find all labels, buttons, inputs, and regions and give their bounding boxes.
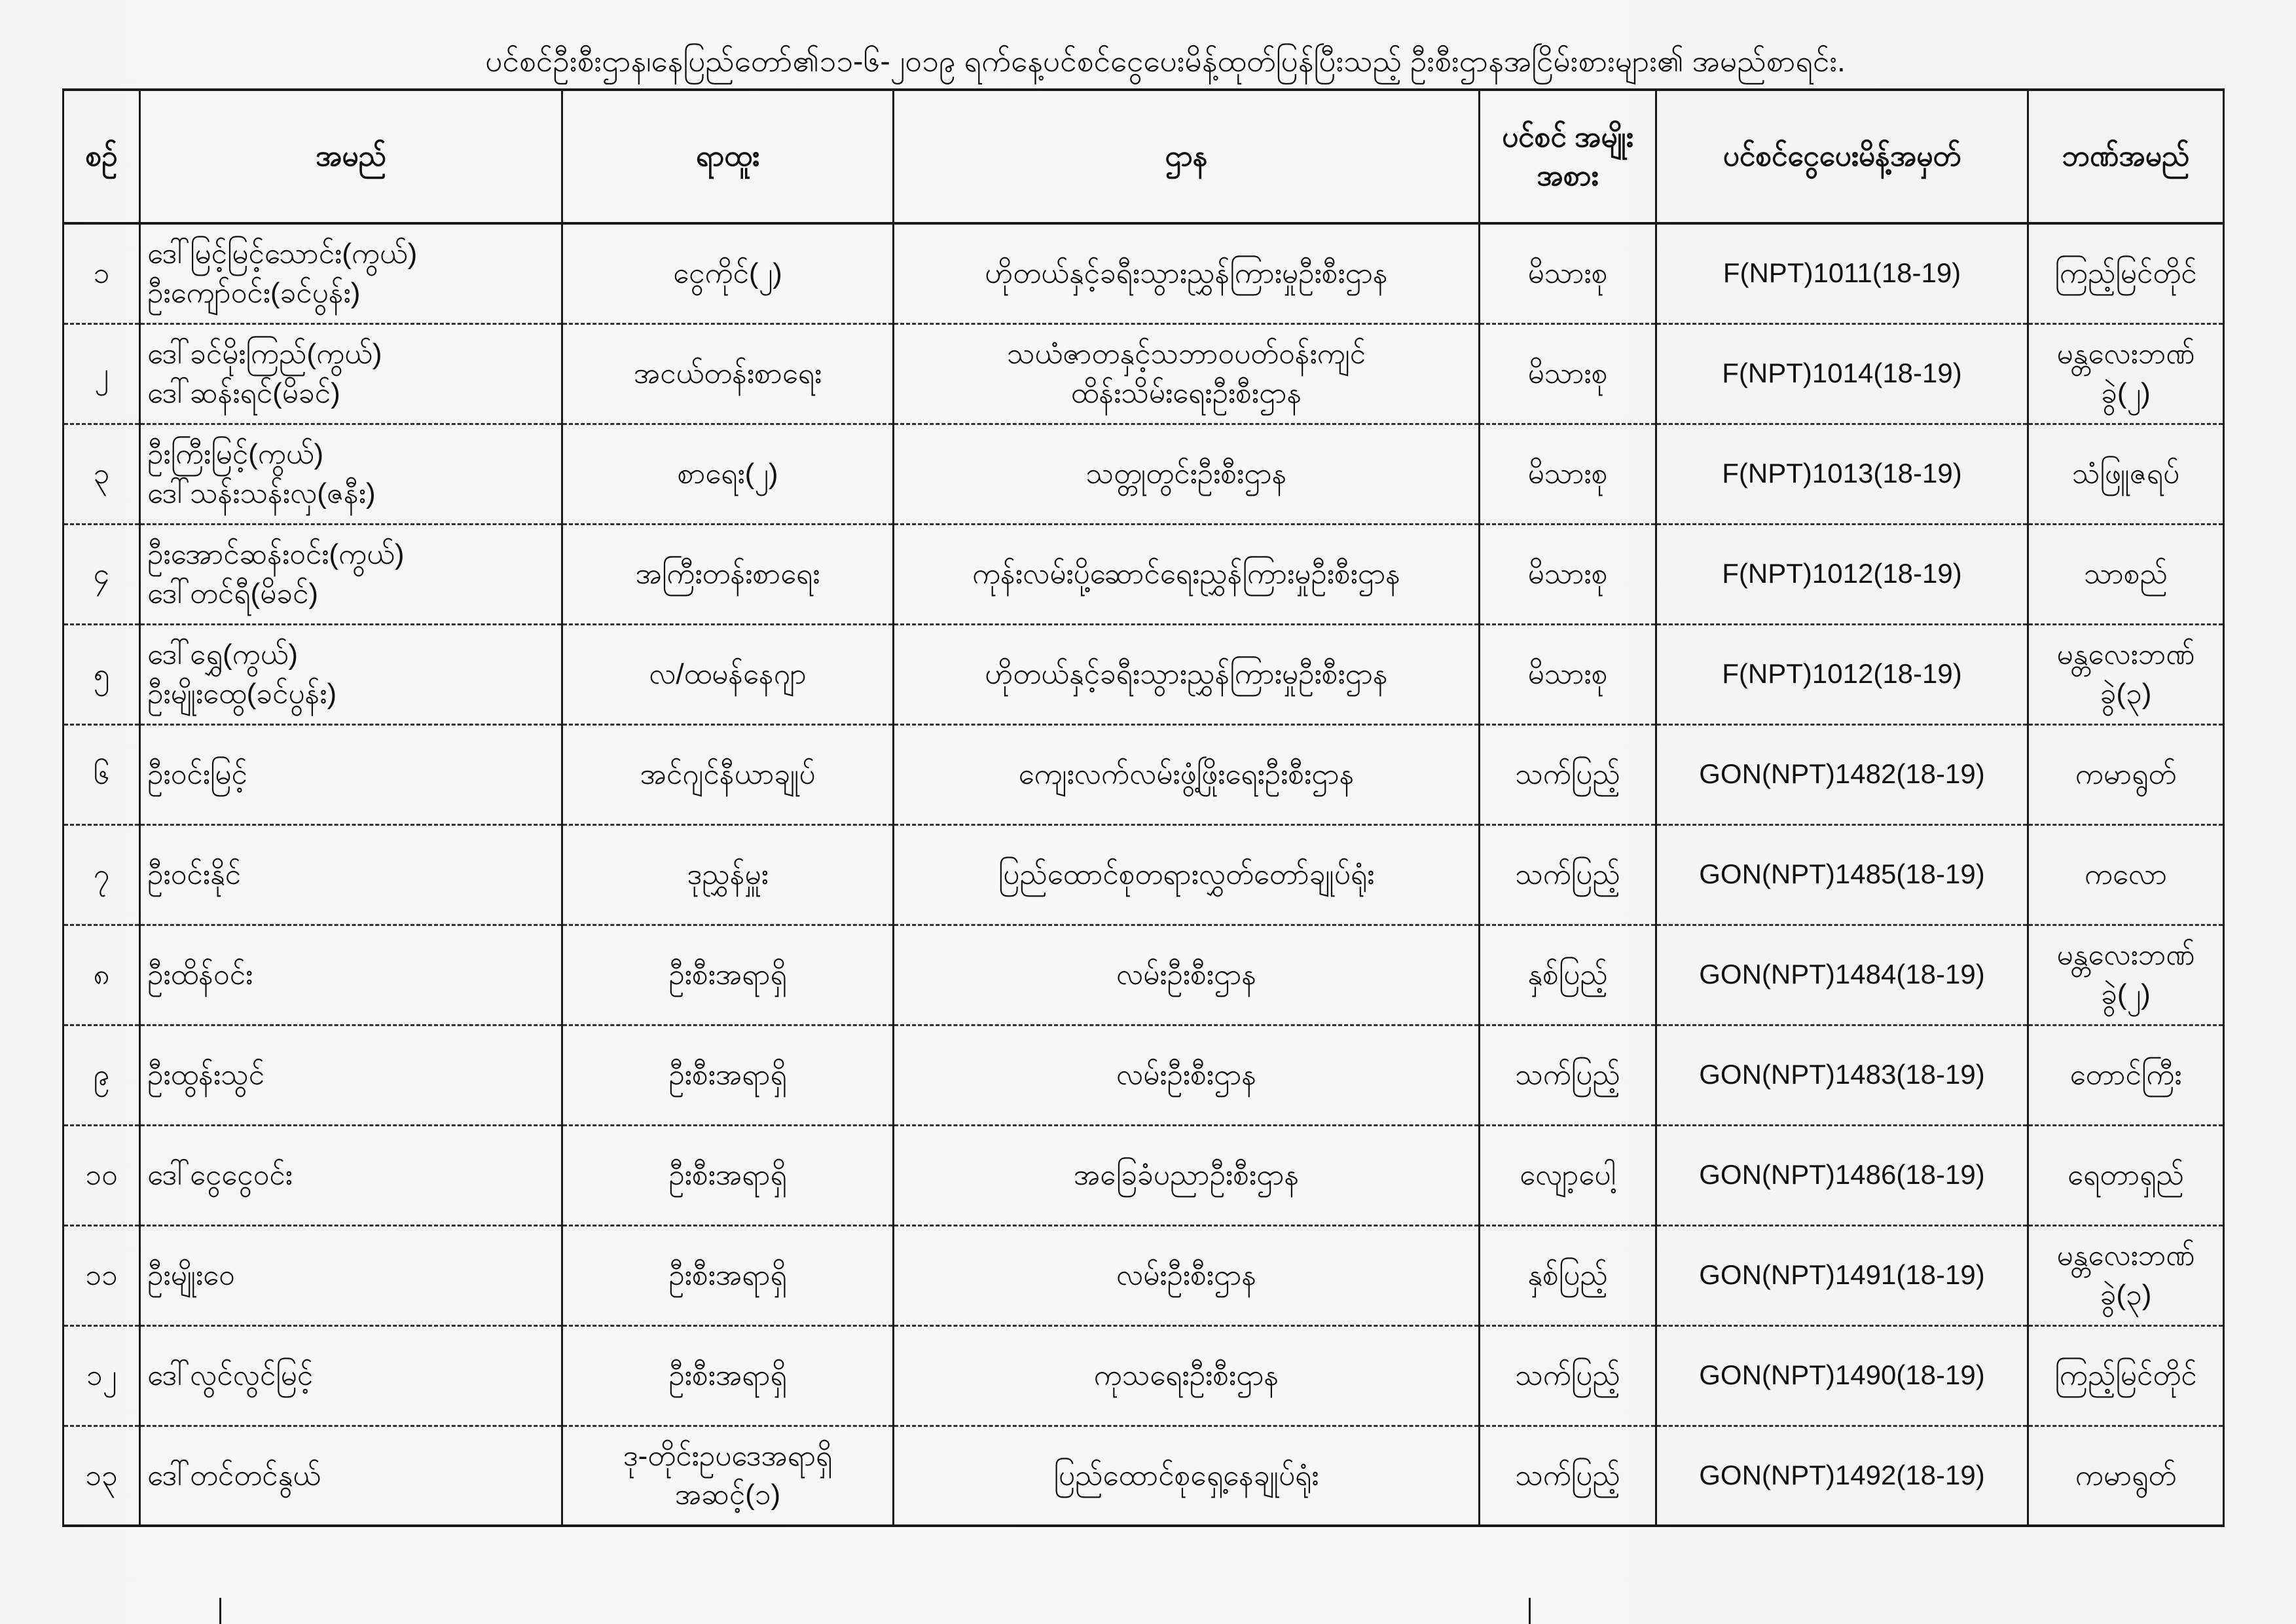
cell-rank: ဦးစီးအရာရှိ <box>562 1325 894 1426</box>
cell-bank: မန္တလေးဘဏ်ခွဲ(၃) <box>2028 1225 2224 1325</box>
cell-permit-no: GON(NPT)1482(18-19) <box>1656 724 2028 824</box>
cell-bank: ကလော <box>2028 824 2224 925</box>
cell-bank: ကမာရွတ် <box>2028 724 2224 824</box>
cell-department: လမ်းဦးစီးဌာန <box>894 925 1480 1025</box>
header-rank: ရာထူး <box>562 90 894 223</box>
table-row <box>64 925 2224 1025</box>
cell-rank: ဦးစီးအရာရှိ <box>562 925 894 1025</box>
cell-permit-no: GON(NPT)1492(18-19) <box>1656 1426 2028 1526</box>
cell-no: ၅ <box>64 624 140 724</box>
table-row <box>64 724 2224 824</box>
header-no: စဉ် <box>64 90 140 223</box>
cell-pension-type: မိသားစု <box>1480 323 1656 424</box>
cell-department: ပြည်ထောင်စုရှေ့နေချုပ်ရုံး <box>894 1426 1480 1526</box>
table-body <box>64 223 2224 1526</box>
cell-bank: ကြည့်မြင်တိုင် <box>2028 1325 2224 1426</box>
cell-permit-no: F(NPT)1014(18-19) <box>1656 323 2028 424</box>
cell-permit-no: GON(NPT)1491(18-19) <box>1656 1225 2028 1325</box>
header-name: အမည် <box>140 90 562 223</box>
document-title: ပင်စင်ဦးစီးဌာန၊နေပြည်တော်၏၁၁-၆-၂၀၁၉ ရက်နေ့ပင်စင်ငွေပေးမိန့်ထုတ်ပြန်ပြီးသည့် ဦးစီးဌာနအငြိမ်းစားများ၏ အမည်စာရင်း. <box>485 44 1846 78</box>
cell-permit-no: GON(NPT)1484(18-19) <box>1656 925 2028 1025</box>
cell-no: ၃ <box>64 424 140 524</box>
cell-name: ဒေါ်ငွေငွေဝင်း <box>140 1125 562 1225</box>
cell-department: ကုန်းလမ်းပို့ဆောင်ရေးညွှန်ကြားမှုဦးစီးဌာန <box>894 524 1480 624</box>
cell-bank: မန္တလေးဘဏ်ခွဲ(၂) <box>2028 925 2224 1025</box>
cell-name: ဒေါ်ခင်မိုးကြည်(ကွယ်) ဒေါ်ဆန်းရင်(မိခင်) <box>140 323 562 424</box>
cell-bank: မန္တလေးဘဏ်ခွဲ(၃) <box>2028 624 2224 724</box>
table-row <box>64 1325 2224 1426</box>
cell-department: လမ်းဦးစီးဌာန <box>894 1025 1480 1125</box>
table-row <box>64 424 2224 524</box>
cell-name: ဦးဝင်းနိုင် <box>140 824 562 925</box>
cell-bank: တောင်ကြီး <box>2028 1025 2224 1125</box>
cell-bank: သာစည် <box>2028 524 2224 624</box>
cell-no: ၆ <box>64 724 140 824</box>
table-row <box>64 1125 2224 1225</box>
cell-name: ဒေါ်မြင့်မြင့်သောင်း(ကွယ်) ဦးကျော်ဝင်း(ခင်ပွန်း) <box>140 223 562 323</box>
cell-pension-type: မိသားစု <box>1480 524 1656 624</box>
cell-pension-type: သက်ပြည့် <box>1480 724 1656 824</box>
cell-name: ဦးဝင်းမြင့် <box>140 724 562 824</box>
table-row <box>64 624 2224 724</box>
cell-no: ၁၀ <box>64 1125 140 1225</box>
bottom-margin-mark-left <box>219 1598 221 1624</box>
cell-no: ၄ <box>64 524 140 624</box>
cell-department: အခြေခံပညာဦးစီးဌာန <box>894 1125 1480 1225</box>
cell-no: ၁ <box>64 223 140 323</box>
cell-name: ဦးထွန်းသွင် <box>140 1025 562 1125</box>
cell-pension-type: နှစ်ပြည့် <box>1480 1225 1656 1325</box>
cell-rank: ဦးစီးအရာရှိ <box>562 1025 894 1125</box>
cell-name: ဦးကြီးမြင့်(ကွယ်) ဒေါ်သန်းသန်းလှ(ဇနီး) <box>140 424 562 524</box>
cell-pension-type: မိသားစု <box>1480 624 1656 724</box>
cell-bank: ကမာရွတ် <box>2028 1426 2224 1526</box>
cell-rank: အင်ဂျင်နီယာချုပ် <box>562 724 894 824</box>
cell-rank: ဒုညွှန်မှူး <box>562 824 894 925</box>
cell-no: ၉ <box>64 1025 140 1125</box>
table-row <box>64 1426 2224 1526</box>
cell-permit-no: GON(NPT)1483(18-19) <box>1656 1025 2028 1125</box>
cell-no: ၈ <box>64 925 140 1025</box>
table-row <box>64 524 2224 624</box>
cell-department: ပြည်ထောင်စုတရားလွှတ်တော်ချုပ်ရုံး <box>894 824 1480 925</box>
cell-no: ၁၂ <box>64 1325 140 1426</box>
cell-rank: ငွေကိုင်(၂) <box>562 223 894 323</box>
cell-rank: ဦးစီးအရာရှိ <box>562 1225 894 1325</box>
cell-department: သတ္တုတွင်းဦးစီးဌာန <box>894 424 1480 524</box>
cell-name: ဒေါ်လွင်လွင်မြင့် <box>140 1325 562 1426</box>
cell-department: လမ်းဦးစီးဌာန <box>894 1225 1480 1325</box>
cell-permit-no: F(NPT)1012(18-19) <box>1656 624 2028 724</box>
pensioner-table <box>62 88 2225 1527</box>
cell-pension-type: မိသားစု <box>1480 223 1656 323</box>
cell-permit-no: F(NPT)1011(18-19) <box>1656 223 2028 323</box>
bottom-margin-mark-right <box>1529 1598 1531 1624</box>
cell-name: ဦးမျိုးဝေ <box>140 1225 562 1325</box>
cell-permit-no: GON(NPT)1490(18-19) <box>1656 1325 2028 1426</box>
cell-bank: ရေတာရှည် <box>2028 1125 2224 1225</box>
cell-pension-type: သက်ပြည့် <box>1480 1426 1656 1526</box>
cell-department: သယံဇာတနှင့်သဘာဝပတ်ဝန်းကျင် ထိန်းသိမ်းရေးဦးစီးဌာန <box>894 323 1480 424</box>
cell-bank: ကြည့်မြင်တိုင် <box>2028 223 2224 323</box>
cell-rank: စာရေး(၂) <box>562 424 894 524</box>
cell-rank: လ/ထမန်နေဂျာ <box>562 624 894 724</box>
cell-name: ဒေါ်တင်တင်နွယ် <box>140 1426 562 1526</box>
cell-permit-no: F(NPT)1013(18-19) <box>1656 424 2028 524</box>
cell-no: ၁၁ <box>64 1225 140 1325</box>
cell-name: ဦးထိန်ဝင်း <box>140 925 562 1025</box>
cell-pension-type: လျော့ပေါ့ <box>1480 1125 1656 1225</box>
cell-pension-type: နှစ်ပြည့် <box>1480 925 1656 1025</box>
table-row <box>64 1225 2224 1325</box>
cell-department: ဟိုတယ်နှင့်ခရီးသွားညွှန်ကြားမှုဦးစီးဌာန <box>894 223 1480 323</box>
cell-name: ဒေါ်ရွှေ(ကွယ်) ဦးမျိုးထွေ(ခင်ပွန်း) <box>140 624 562 724</box>
table-row <box>64 223 2224 323</box>
cell-no: ၁၃ <box>64 1426 140 1526</box>
cell-pension-type: သက်ပြည့် <box>1480 1025 1656 1125</box>
cell-department: ကုသရေးဦးစီးဌာန <box>894 1325 1480 1426</box>
cell-department: ကျေးလက်လမ်းဖွံ့ဖြိုးရေးဦးစီးဌာန <box>894 724 1480 824</box>
cell-pension-type: မိသားစု <box>1480 424 1656 524</box>
cell-rank: ဦးစီးအရာရှိ <box>562 1125 894 1225</box>
cell-rank: ဒု-တိုင်းဥပဒေအရာရှိ အဆင့်(၁) <box>562 1426 894 1526</box>
cell-rank: အငယ်တန်းစာရေး <box>562 323 894 424</box>
table-row <box>64 824 2224 925</box>
cell-pension-type: သက်ပြည့် <box>1480 824 1656 925</box>
cell-permit-no: GON(NPT)1485(18-19) <box>1656 824 2028 925</box>
cell-bank: သံဖြူဇရပ် <box>2028 424 2224 524</box>
cell-no: ၂ <box>64 323 140 424</box>
cell-bank: မန္တလေးဘဏ်ခွဲ(၂) <box>2028 323 2224 424</box>
table-row <box>64 1025 2224 1125</box>
cell-department: ဟိုတယ်နှင့်ခရီးသွားညွှန်ကြားမှုဦးစီးဌာန <box>894 624 1480 724</box>
cell-no: ၇ <box>64 824 140 925</box>
table-row <box>64 323 2224 424</box>
header-pension-type: ပင်စင် အမျိုးအစား <box>1480 90 1656 223</box>
header-bank: ဘဏ်အမည် <box>2028 90 2224 223</box>
cell-permit-no: GON(NPT)1486(18-19) <box>1656 1125 2028 1225</box>
header-permit-no: ပင်စင်ငွေပေးမိန့်အမှတ် <box>1656 90 2028 223</box>
cell-rank: အကြီးတန်းစာရေး <box>562 524 894 624</box>
cell-name: ဦးအောင်ဆန်းဝင်း(ကွယ်) ဒေါ်တင်ရီ(မိခင်) <box>140 524 562 624</box>
table-header-row <box>64 90 2224 223</box>
header-department: ဌာန <box>894 90 1480 223</box>
cell-pension-type: သက်ပြည့် <box>1480 1325 1656 1426</box>
cell-permit-no: F(NPT)1012(18-19) <box>1656 524 2028 624</box>
